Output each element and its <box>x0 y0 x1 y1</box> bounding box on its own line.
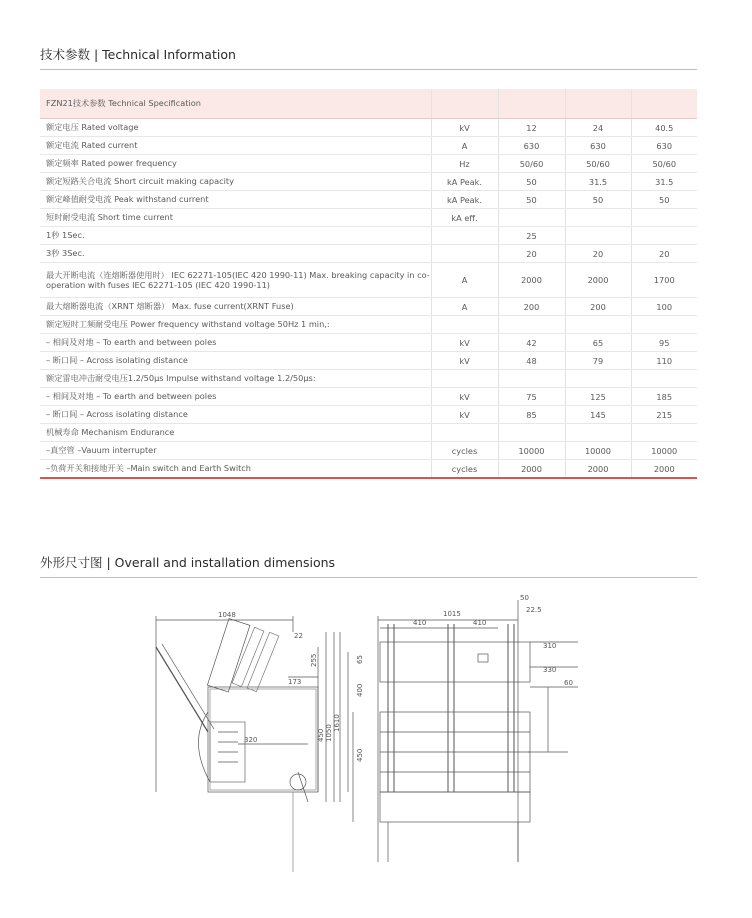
row-value-12kv: 48 <box>498 352 565 370</box>
row-value-24kv <box>565 209 631 227</box>
row-value-24kv: 145 <box>565 406 631 424</box>
row-value-40-5kv: 630 <box>631 137 697 155</box>
title-divider <box>40 69 697 70</box>
row-value-40-5kv: 110 <box>631 352 697 370</box>
row-value-24kv <box>565 316 631 334</box>
row-value-40-5kv <box>631 316 697 334</box>
row-label: – 断口间 – Across isolating distance <box>40 406 431 424</box>
row-value-24kv: 65 <box>565 334 631 352</box>
row-value-24kv <box>565 370 631 388</box>
row-unit: kA eff. <box>431 209 498 227</box>
row-label: 最大开断电流（连熔断器使用时） IEC 62271-105(IEC 420 1990-11) Max. breaking capacity in co-operation with fuses IEC 62271-105 (IEC 420 1990-11) <box>40 263 431 298</box>
dim-side-1050: 1050 <box>325 724 333 742</box>
row-unit: Hz <box>431 155 498 173</box>
table-row <box>40 406 697 424</box>
dim-side-450: 450 <box>317 728 325 742</box>
row-label: –真空管 –Vauum interrupter <box>40 442 431 460</box>
row-value-40-5kv: 20 <box>631 245 697 263</box>
dim-front-22-5: 22.5 <box>526 606 542 614</box>
table-row <box>40 209 697 227</box>
dim-front-410-left: 410 <box>413 619 427 627</box>
row-unit: kV <box>431 334 498 352</box>
table-row <box>40 442 697 460</box>
dim-side-320: 320 <box>244 736 258 744</box>
row-unit: A <box>431 298 498 316</box>
table-row <box>40 119 697 137</box>
row-value-40-5kv: 40.5 <box>631 119 697 137</box>
dimension-drawing <box>148 592 588 882</box>
row-label: – 相间及对地 – To earth and between poles <box>40 388 431 406</box>
row-value-24kv: 200 <box>565 298 631 316</box>
row-unit: kA Peak. <box>431 173 498 191</box>
row-value-40-5kv <box>631 424 697 442</box>
row-unit: kV <box>431 352 498 370</box>
row-value-24kv: 630 <box>565 137 631 155</box>
dim-side-22: 22 <box>294 632 303 640</box>
row-value-12kv: 50 <box>498 173 565 191</box>
dim-front-50: 50 <box>520 594 529 602</box>
table-row <box>40 155 697 173</box>
row-value-24kv <box>565 424 631 442</box>
row-label: 额定峰值耐受电流 Peak withstand current <box>40 191 431 209</box>
row-label: 额定雷电冲击耐受电压1.2/50μs Impulse withstand voltage 1.2/50μs: <box>40 370 431 388</box>
technical-spec-table <box>40 89 697 479</box>
dim-side-255: 255 <box>310 653 318 667</box>
row-value-24kv: 79 <box>565 352 631 370</box>
row-label: 额定短时工频耐受电压 Power frequency withstand voltage 50Hz 1 min,: <box>40 316 431 334</box>
row-value-12kv: 85 <box>498 406 565 424</box>
row-value-12kv: 630 <box>498 137 565 155</box>
dim-side-1048: 1048 <box>218 611 236 619</box>
table-row <box>40 424 697 442</box>
row-value-12kv: 200 <box>498 298 565 316</box>
row-value-24kv <box>565 227 631 245</box>
dim-front-1015: 1015 <box>443 610 461 618</box>
table-row <box>40 173 697 191</box>
table-row <box>40 298 697 316</box>
row-value-24kv: 2000 <box>565 460 631 479</box>
row-value-24kv: 2000 <box>565 263 631 298</box>
row-value-12kv: 50 <box>498 191 565 209</box>
table-row <box>40 388 697 406</box>
table-row <box>40 191 697 209</box>
row-value-40-5kv: 95 <box>631 334 697 352</box>
row-unit <box>431 424 498 442</box>
dimensions-divider <box>40 577 697 578</box>
dim-front-400: 400 <box>356 683 364 697</box>
row-value-12kv: 25 <box>498 227 565 245</box>
table-row <box>40 370 697 388</box>
row-value-12kv <box>498 424 565 442</box>
row-unit <box>431 245 498 263</box>
row-value-12kv <box>498 370 565 388</box>
row-value-40-5kv: 215 <box>631 406 697 424</box>
row-unit: cycles <box>431 442 498 460</box>
dim-front-65: 65 <box>356 655 364 664</box>
row-unit: kA Peak. <box>431 191 498 209</box>
row-unit <box>431 227 498 245</box>
dim-front-450: 450 <box>356 748 364 762</box>
row-label: 额定电压 Rated voltage <box>40 119 431 137</box>
row-unit: kV <box>431 406 498 424</box>
row-label: – 相间及对地 – To earth and between poles <box>40 334 431 352</box>
row-value-40-5kv: 1700 <box>631 263 697 298</box>
row-value-40-5kv <box>631 227 697 245</box>
row-value-40-5kv <box>631 209 697 227</box>
row-label: 3秒 3Sec. <box>40 245 431 263</box>
row-unit: kV <box>431 119 498 137</box>
row-value-40-5kv: 50 <box>631 191 697 209</box>
row-label: 机械寿命 Mechanism Endurance <box>40 424 431 442</box>
row-value-40-5kv: 100 <box>631 298 697 316</box>
table-row <box>40 460 697 479</box>
row-value-12kv <box>498 316 565 334</box>
table-row <box>40 352 697 370</box>
table-row <box>40 334 697 352</box>
dim-side-173: 173 <box>288 678 302 686</box>
row-value-12kv: 10000 <box>498 442 565 460</box>
row-label: 额定电流 Rated current <box>40 137 431 155</box>
dim-front-410-right: 410 <box>473 619 487 627</box>
row-value-12kv: 2000 <box>498 263 565 298</box>
row-value-40-5kv: 2000 <box>631 460 697 479</box>
row-unit <box>431 370 498 388</box>
row-unit: A <box>431 137 498 155</box>
row-value-12kv: 12 <box>498 119 565 137</box>
row-value-40-5kv: 31.5 <box>631 173 697 191</box>
table-row <box>40 263 697 298</box>
dimensions-title: 外形尺寸图 | Overall and installation dimensions <box>40 555 336 570</box>
side-view-drawing <box>156 611 341 872</box>
row-label: 最大熔断器电流（XRNT 熔断器） Max. fuse current(XRNT Fuse) <box>40 298 431 316</box>
table-header-label: FZN21技术参数 Technical Specification <box>40 89 431 119</box>
row-label: 额定短路关合电流 Short circuit making capacity <box>40 173 431 191</box>
row-value-12kv <box>498 209 565 227</box>
row-label: 1秒 1Sec. <box>40 227 431 245</box>
row-value-24kv: 50 <box>565 191 631 209</box>
row-value-12kv: 20 <box>498 245 565 263</box>
table-row <box>40 245 697 263</box>
row-label: –负荷开关和接地开关 –Main switch and Earth Switch <box>40 460 431 479</box>
row-label: – 断口间 – Across isolating distance <box>40 352 431 370</box>
dim-front-60: 60 <box>564 679 573 687</box>
row-value-24kv: 125 <box>565 388 631 406</box>
table-row <box>40 137 697 155</box>
row-value-24kv: 31.5 <box>565 173 631 191</box>
dim-front-310: 310 <box>543 642 557 650</box>
row-label: 短时耐受电流 Short time current <box>40 209 431 227</box>
technical-information-title: 技术参数 | Technical Information <box>40 47 236 62</box>
row-unit <box>431 316 498 334</box>
row-value-40-5kv <box>631 370 697 388</box>
table-row <box>40 316 697 334</box>
row-value-12kv: 75 <box>498 388 565 406</box>
row-unit: kV <box>431 388 498 406</box>
row-unit: A <box>431 263 498 298</box>
dim-front-330: 330 <box>543 666 557 674</box>
row-value-40-5kv: 50/60 <box>631 155 697 173</box>
row-value-40-5kv: 10000 <box>631 442 697 460</box>
front-view-drawing <box>348 594 578 862</box>
row-label: 额定频率 Rated power frequency <box>40 155 431 173</box>
dim-side-1610: 1610 <box>333 714 341 732</box>
row-value-12kv: 42 <box>498 334 565 352</box>
row-value-40-5kv: 185 <box>631 388 697 406</box>
row-value-12kv: 50/60 <box>498 155 565 173</box>
row-unit: cycles <box>431 460 498 479</box>
row-value-24kv: 24 <box>565 119 631 137</box>
row-value-24kv: 50/60 <box>565 155 631 173</box>
row-value-24kv: 10000 <box>565 442 631 460</box>
table-header-row <box>40 89 697 119</box>
row-value-12kv: 2000 <box>498 460 565 479</box>
row-value-24kv: 20 <box>565 245 631 263</box>
table-row <box>40 227 697 245</box>
